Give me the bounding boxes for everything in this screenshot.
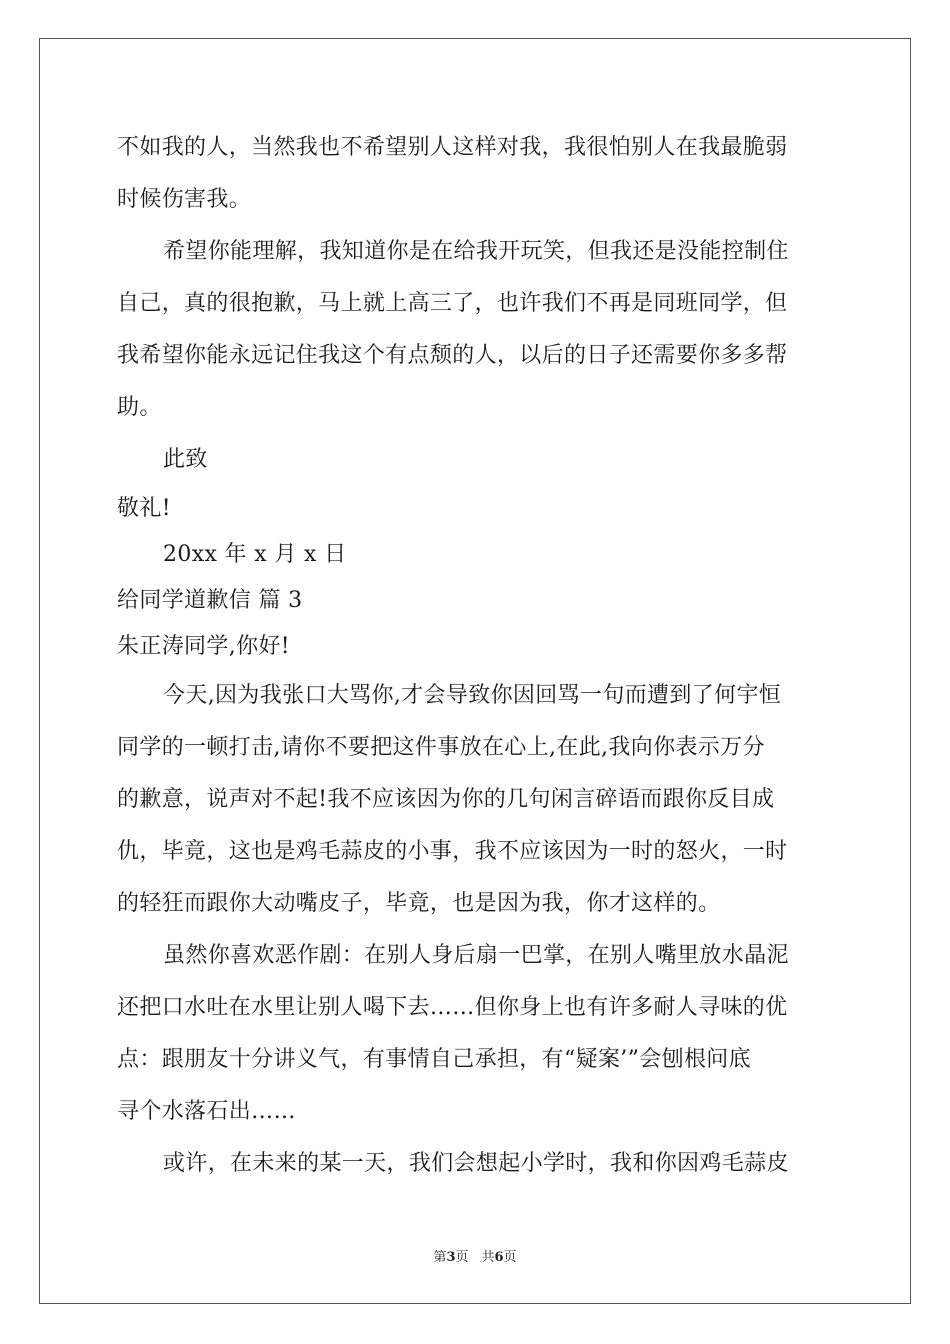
body-line-19: 点：跟朋友十分讲义气，有事情自己承担，有“疑案’”会刨根问底	[117, 1047, 751, 1072]
body-line-3: 希望你能理解，我知道你是在给我开玩笑，但我还是没能控制住	[163, 239, 789, 264]
page-number-suffix: 页	[503, 1250, 517, 1265]
body-line-16: 的轻狂而跟你大动嘴皮子，毕竟，也是因为我，你才这样的。	[117, 891, 721, 916]
body-line-5: 我希望你能永远记住我这个有点颓的人，以后的日子还需要你多多帮	[117, 343, 788, 368]
body-line-6: 助。	[117, 395, 162, 420]
body-line-20: 寻个水落石出……	[117, 1099, 296, 1124]
body-line-21: 或许，在未来的某一天，我们会想起小学时，我和你因鸡毛蒜皮	[163, 1151, 789, 1176]
letter-greeting: 朱正涛同学,你好!	[117, 634, 290, 659]
body-line-17: 虽然你喜欢恶作剧：在别人身后扇一巴掌，在别人嘴里放水晶泥	[163, 943, 789, 968]
page-number-current: 3	[446, 1250, 456, 1265]
letter-date: 20xx 年 x 月 x 日	[163, 542, 347, 567]
body-line-12: 今天,因为我张口大骂你,才会导致你因回骂一句而遭到了何宇恒	[163, 683, 782, 708]
document-body	[117, 122, 837, 1190]
page-number-mid: 页 共	[455, 1250, 495, 1265]
page-number-total: 6	[494, 1250, 504, 1265]
body-line-1: 不如我的人，当然我也不希望别人这样对我，我很怕别人在我最脆弱	[117, 135, 788, 160]
section-title: 给同学道歉信 篇 3	[117, 588, 303, 613]
page-footer	[0, 1246, 950, 1265]
body-line-15: 仇，毕竟，这也是鸡毛蒜皮的小事，我不应该因为一时的怒火，一时	[117, 839, 788, 864]
page-number-prefix: 第	[433, 1250, 447, 1265]
body-line-13: 同学的一顿打击,请你不要把这件事放在心上,在此,我向你表示万分	[117, 735, 765, 760]
body-line-14: 的歉意，说声对不起!我不应该因为你的几句闲言碎语而跟你反目成	[117, 787, 775, 812]
body-line-2: 时候伤害我。	[117, 187, 252, 212]
closing-salutation: 此致	[163, 447, 208, 472]
body-line-4: 自己，真的很抱歉，马上就上高三了，也许我们不再是同班同学，但	[117, 291, 788, 316]
body-line-18: 还把口水吐在水里让别人喝下去……但你身上也有许多耐人寻味的优	[117, 995, 788, 1020]
closing-regards: 敬礼!	[117, 496, 171, 521]
